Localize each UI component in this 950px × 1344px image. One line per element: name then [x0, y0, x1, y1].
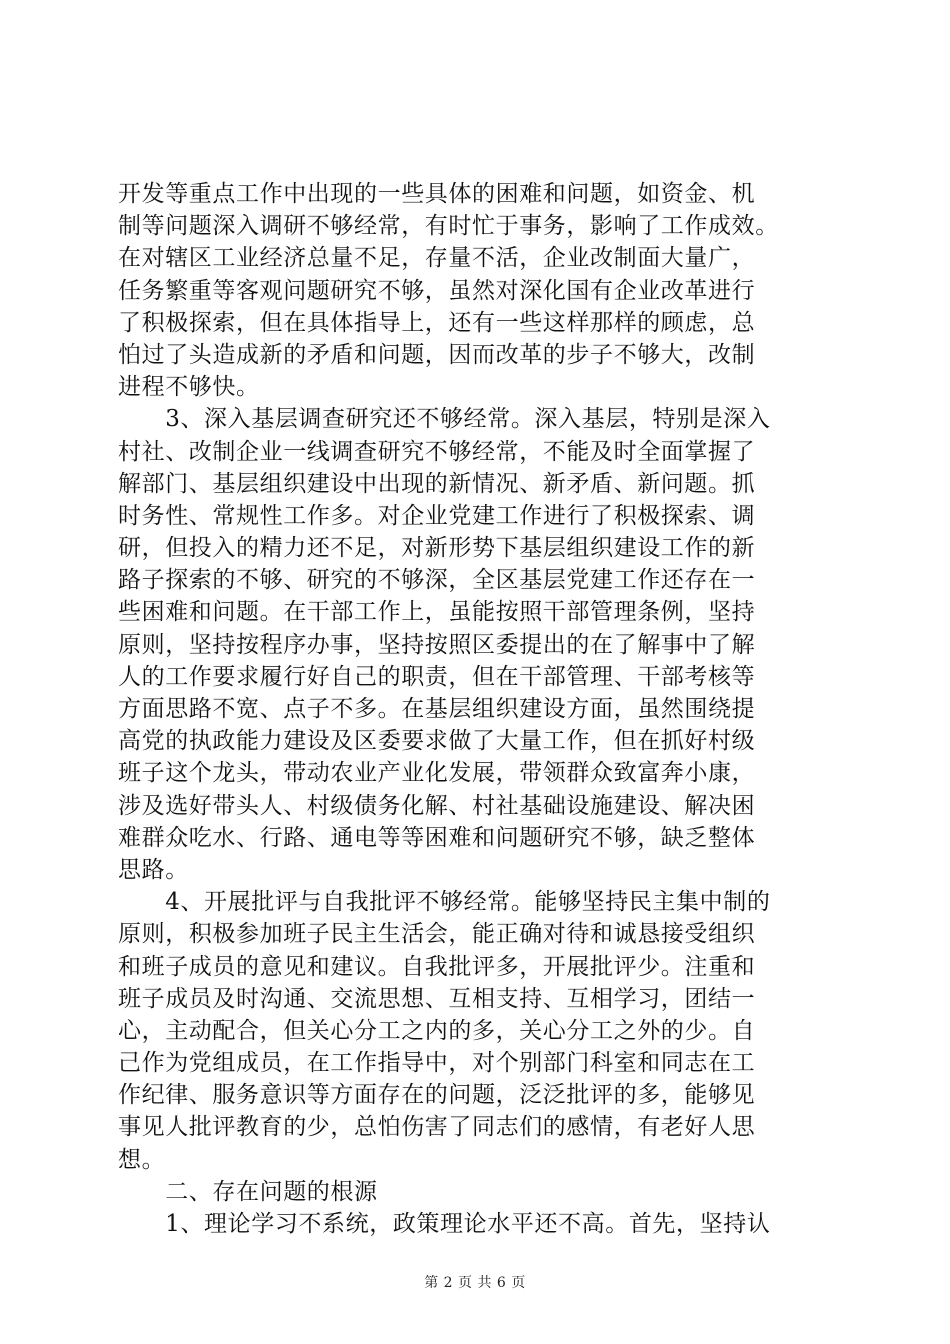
text-line: 些困难和问题。在干部工作上，虽能按照干部管理条例，坚持	[118, 599, 756, 626]
text-line: 想。	[118, 1146, 166, 1173]
page-number-footer: 第 2 页 共 6 页	[424, 1275, 526, 1291]
text-line: 班子成员及时沟通、交流思想、互相支持、互相学习，团结一	[118, 985, 756, 1012]
text-line: 开发等重点工作中出现的一些具体的困难和问题，如资金、机	[118, 181, 756, 207]
text-line: 怕过了头造成新的矛盾和问题，因而改革的步子不够大，改制	[118, 341, 756, 368]
text-line: 研，但投入的精力还不足，对新形势下基层组织建设工作的新	[118, 535, 756, 562]
text-line: 班子这个龙头，带动农业产业化发展，带领群众致富奔小康，	[118, 760, 756, 787]
body-text	[118, 178, 830, 1240]
text-line: 难群众吃水、行路、通电等等困难和问题研究不够，缺乏整体	[118, 824, 756, 851]
text-line: 人的工作要求履行好自己的职责，但在干部管理、干部考核等	[118, 663, 756, 690]
text-line: 己作为党组成员，在工作指导中，对个别部门科室和同志在工	[118, 1050, 756, 1077]
text-line: 作纪律、服务意识等方面存在的问题，泛泛批评的多，能够见	[118, 1082, 756, 1109]
text-line: 思路。	[118, 856, 189, 883]
text-line: 任务繁重等客观问题研究不够，虽然对深化国有企业改革进行	[118, 277, 756, 304]
text-line: 方面思路不宽、点子不多。在基层组织建设方面，虽然围绕提	[118, 696, 756, 722]
section-heading: 二、存在问题的根源	[118, 1178, 378, 1205]
text-line: 了积极探索，但在具体指导上，还有一些这样那样的顾虑，总	[118, 309, 756, 336]
text-line: 原则，坚持按程序办事，坚持按照区委提出的在了解事中了解	[118, 631, 756, 658]
text-line: 心，主动配合，但关心分工之内的多，关心分工之外的少。自	[118, 1017, 756, 1044]
text-line: 涉及选好带头人、村级债务化解、村社基础设施建设、解决困	[118, 792, 756, 819]
text-line: 事见人批评教育的少，总怕伤害了同志们的感情，有老好人思	[118, 1114, 756, 1141]
text-line: 进程不够快。	[118, 374, 260, 401]
text-line: 路子探索的不够、研究的不够深，全区基层党建工作还存在一	[118, 567, 756, 594]
text-line: 4、开展批评与自我批评不够经常。能够坚持民主集中制的	[118, 889, 771, 916]
text-line: 村社、改制企业一线调查研究不够经常，不能及时全面掌握了	[118, 438, 756, 465]
text-line: 高党的执政能力建设及区委要求做了大量工作，但在抓好村级	[118, 728, 756, 755]
text-line: 时务性、常规性工作多。对企业党建工作进行了积极探索、调	[118, 502, 756, 529]
text-line: 3、深入基层调查研究还不够经常。深入基层，特别是深入	[118, 406, 771, 433]
text-line: 原则，积极参加班子民主生活会，能正确对待和诚恳接受组织	[118, 921, 756, 948]
text-line: 在对辖区工业经济总量不足，存量不活，企业改制面大量广，	[118, 245, 756, 272]
text-line: 和班子成员的意见和建议。自我批评多，开展批评少。注重和	[118, 953, 756, 980]
text-line: 制等问题深入调研不够经常，有时忙于事务，影响了工作成效。	[118, 213, 779, 240]
text-line: 1、理论学习不系统，政策理论水平还不高。首先，坚持认	[118, 1211, 771, 1237]
text-line: 解部门、基层组织建设中出现的新情况、新矛盾、新问题。抓	[118, 470, 756, 497]
